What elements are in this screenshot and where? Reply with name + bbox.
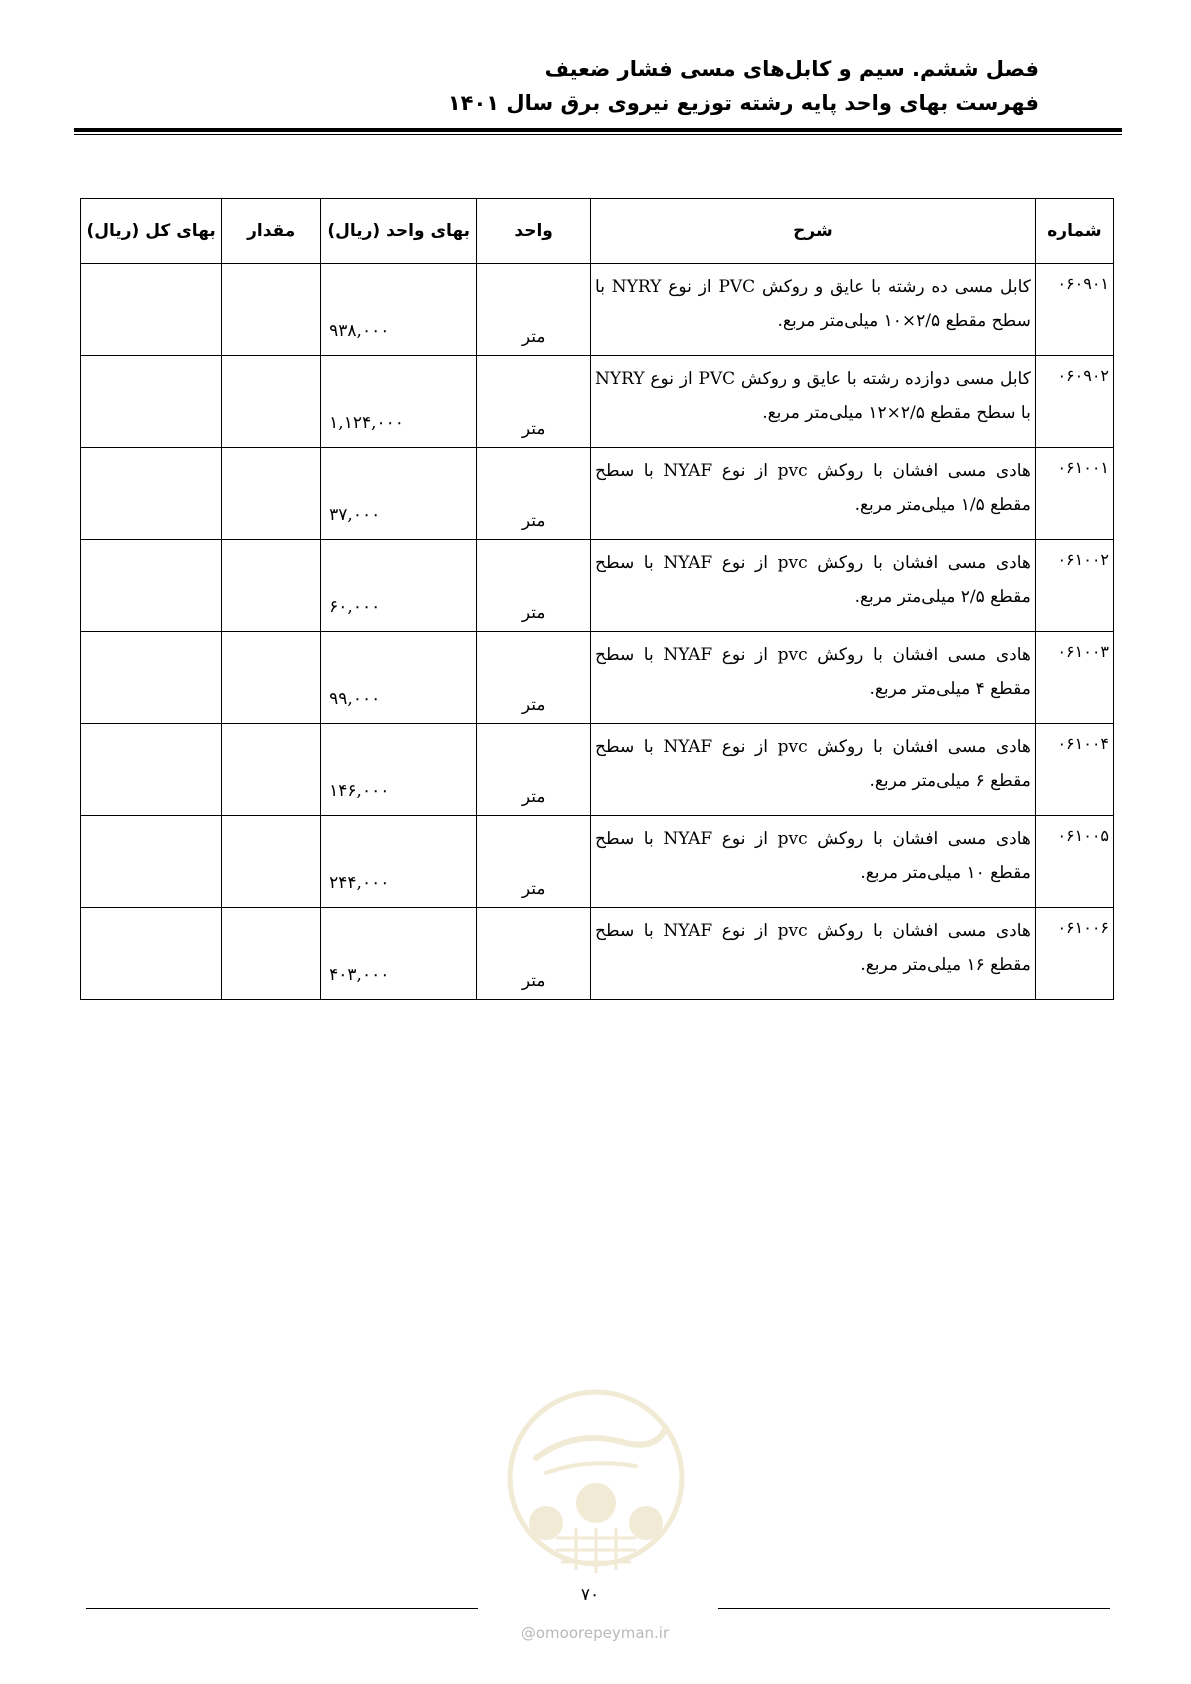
row-unit-price: ۳۷,۰۰۰ bbox=[321, 448, 477, 540]
page-number: ۷۰ bbox=[580, 1585, 600, 1605]
row-total-price bbox=[81, 356, 222, 448]
row-code: ۰۶۰۹۰۲ bbox=[1035, 356, 1113, 448]
table-row bbox=[81, 724, 1114, 816]
header-quantity: مقدار bbox=[222, 199, 321, 264]
row-quantity bbox=[222, 816, 321, 908]
row-quantity bbox=[222, 540, 321, 632]
row-quantity bbox=[222, 724, 321, 816]
row-unit: متر bbox=[477, 724, 591, 816]
row-description: هادی مسی افشان با روکش pvc از نوع NYAF با سطح مقطع ۱۰ میلی‌متر مربع. bbox=[591, 816, 1036, 908]
row-quantity bbox=[222, 448, 321, 540]
row-unit-price: ۲۴۴,۰۰۰ bbox=[321, 816, 477, 908]
header-rule-thin bbox=[74, 134, 1122, 135]
row-total-price bbox=[81, 264, 222, 356]
table-row bbox=[81, 632, 1114, 724]
price-table bbox=[80, 198, 1114, 1000]
table-row bbox=[81, 264, 1114, 356]
row-unit: متر bbox=[477, 632, 591, 724]
watermark-logo bbox=[506, 1388, 686, 1578]
header-code: شماره bbox=[1035, 199, 1113, 264]
row-total-price bbox=[81, 632, 222, 724]
watermark-emblem-icon bbox=[506, 1388, 686, 1578]
row-quantity bbox=[222, 908, 321, 1000]
row-unit-price: ۱۴۶,۰۰۰ bbox=[321, 724, 477, 816]
row-description: هادی مسی افشان با روکش pvc از نوع NYAF با سطح مقطع ۶ میلی‌متر مربع. bbox=[591, 724, 1036, 816]
row-code: ۰۶۱۰۰۳ bbox=[1035, 632, 1113, 724]
row-unit: متر bbox=[477, 264, 591, 356]
row-quantity bbox=[222, 632, 321, 724]
row-unit: متر bbox=[477, 356, 591, 448]
row-quantity bbox=[222, 356, 321, 448]
row-description: هادی مسی افشان با روکش pvc از نوع NYAF با سطح مقطع ۱/۵ میلی‌متر مربع. bbox=[591, 448, 1036, 540]
footer-rule-left bbox=[86, 1608, 478, 1609]
catalog-title: فهرست بهای واحد پایه رشته توزیع نیروی برق سال ۱۴۰۱ bbox=[447, 91, 1039, 115]
table-row bbox=[81, 816, 1114, 908]
row-total-price bbox=[81, 816, 222, 908]
row-total-price bbox=[81, 908, 222, 1000]
row-quantity bbox=[222, 264, 321, 356]
row-total-price bbox=[81, 724, 222, 816]
chapter-title: فصل ششم. سیم و کابل‌های مسی فشار ضعیف bbox=[544, 57, 1039, 81]
page-header bbox=[69, 52, 1039, 120]
row-description: هادی مسی افشان با روکش pvc از نوع NYAF با سطح مقطع ۲/۵ میلی‌متر مربع. bbox=[591, 540, 1036, 632]
row-code: ۰۶۱۰۰۵ bbox=[1035, 816, 1113, 908]
row-code: ۰۶۱۰۰۱ bbox=[1035, 448, 1113, 540]
row-unit-price: ۶۰,۰۰۰ bbox=[321, 540, 477, 632]
table-row bbox=[81, 540, 1114, 632]
row-unit-price: ۴۰۳,۰۰۰ bbox=[321, 908, 477, 1000]
footer-rule-right bbox=[718, 1608, 1110, 1609]
row-description: هادی مسی افشان با روکش pvc از نوع NYAF با سطح مقطع ۱۶ میلی‌متر مربع. bbox=[591, 908, 1036, 1000]
row-total-price bbox=[81, 540, 222, 632]
row-total-price bbox=[81, 448, 222, 540]
row-code: ۰۶۱۰۰۴ bbox=[1035, 724, 1113, 816]
site-url: @omoorepeyman.ir bbox=[520, 1624, 670, 1642]
row-code: ۰۶۰۹۰۱ bbox=[1035, 264, 1113, 356]
row-unit: متر bbox=[477, 908, 591, 1000]
row-description: کابل مسی دوازده رشته با عایق و روکش PVC از نوع NYRY با سطح مقطع ۲/۵×۱۲ میلی‌متر مربع. bbox=[591, 356, 1036, 448]
header-unit: واحد bbox=[477, 199, 591, 264]
row-unit: متر bbox=[477, 816, 591, 908]
row-unit-price: ۱,۱۲۴,۰۰۰ bbox=[321, 356, 477, 448]
header-total-price: بهای کل (ریال) bbox=[81, 199, 222, 264]
row-code: ۰۶۱۰۰۲ bbox=[1035, 540, 1113, 632]
header-rule-thick bbox=[74, 128, 1122, 132]
table-row bbox=[81, 908, 1114, 1000]
header-unit-price: بهای واحد (ریال) bbox=[321, 199, 477, 264]
table-row bbox=[81, 448, 1114, 540]
row-unit: متر bbox=[477, 540, 591, 632]
row-unit: متر bbox=[477, 448, 591, 540]
table-row bbox=[81, 356, 1114, 448]
header-description: شرح bbox=[591, 199, 1036, 264]
row-description: هادی مسی افشان با روکش pvc از نوع NYAF با سطح مقطع ۴ میلی‌متر مربع. bbox=[591, 632, 1036, 724]
row-unit-price: ۹۳۸,۰۰۰ bbox=[321, 264, 477, 356]
row-unit-price: ۹۹,۰۰۰ bbox=[321, 632, 477, 724]
row-code: ۰۶۱۰۰۶ bbox=[1035, 908, 1113, 1000]
table-header-row bbox=[81, 199, 1114, 264]
row-description: کابل مسی ده رشته با عایق و روکش PVC از نوع NYRY با سطح مقطع ۲/۵×۱۰ میلی‌متر مربع. bbox=[591, 264, 1036, 356]
